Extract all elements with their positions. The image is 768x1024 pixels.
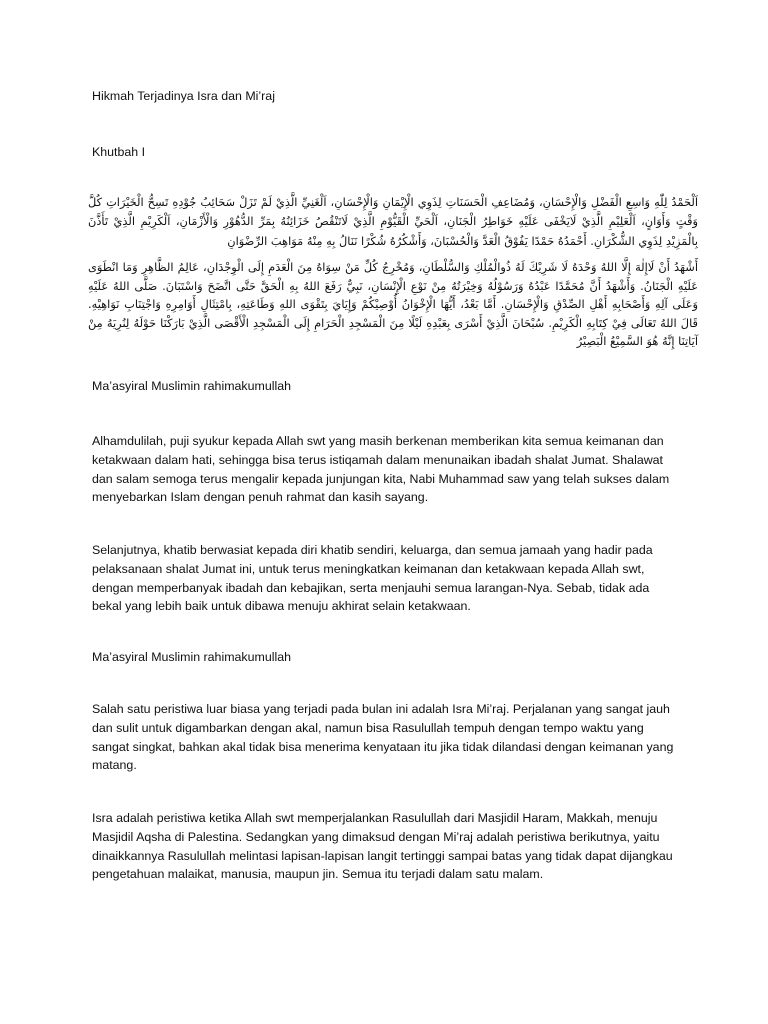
greeting-1: Ma’asyiral Muslimin rahimakumullah — [92, 379, 291, 393]
paragraph-2: Selanjutnya, khatib berwasiat kepada diri khatib sendiri, keluarga, dan semua jamaah yang hadir pada pelaksanaan shalat Jumat ini, untuk terus meningkatkan keimanan dan ketakwaan kepada Allah swt, dengan memperbanyak ibadah dan kebajikan, serta menjauhi semua larangan-Nya. Sebab, tidak ada bekal yang lebih baik untuk dibawa menuju akhirat selain ketakwaan. — [92, 543, 653, 614]
sermon-heading: Khutbah I — [92, 145, 146, 159]
arabic-testimony-and-verse: أَشْهَدُ أَنْ لَاإِلٰهَ إِلَّا اللهُ وَحْدَهُ لَا شَرِيْكَ لَهُ ذُوالْمُلْكِ وَالسُّلْطَانِ، وَمُخْرِجُ كُلِّ مَنْ سِوَاهُ مِنَ الْعَدَمِ إِلَى الْوِجْدَانِ، عَالِمُ الظَّاهِرِ وَمَا انْطَوَى عَلَيْهِ الْجَنَانُ. وَأَشْهَدُ أَنَّ مُحَمَّدًا عَبْدُهُ وَرَسُوْلُهُ وَخِيْرَتُهُ مِنْ نَوْعِ الْإِنْسَانِ، نَبِيٌّ رَفَعَ اللهُ بِهِ الْحَقَّ حَتَّى اتَّضَحَ وَاسْتَبَانَ. صَلَّى اللهُ عَلَيْهِ وَعَلَى آلِهِ وَأَصْحَابِهِ أَهْلِ الصِّدْقِ وَالْإِحْسَانِ. أَمَّا بَعْدُ، أَيُّهَا الْإِخْوَانُ أُوْصِيْكُمْ وَإِيَايَ بِتَقْوَى اللهِ وَطَاعَتِهِ، بِامْتِثَالِ أَوَامِرِهِ وَاجْتِنَابِ نَوَاهِيْهِ. قَالَ اللهُ تَعَالَى فِيْ كِتَابِهِ الْكَرِيْمِ. سُبْحَانَ الَّذِيْ أَسْرَى بِعَبْدِهِ لَيْلًا مِنَ الْمَسْجِدِ الْحَرَامِ إِلَى الْمَسْجِدِ الْأَقْصَى الَّذِيْ بَارَكْنَا حَوْلَهُ لِنُرِيَهُ مِنْ آيَاتِنَا إِنَّهُ هُوَ السَّمِيْعُ الْبَصِيْرُ — [88, 260, 698, 349]
greeting-2: Ma’asyiral Muslimin rahimakumullah — [92, 650, 291, 664]
paragraph-1: Alhamdulilah, puji syukur kepada Allah swt yang masih berkenan memberikan kita semua keimanan dan ketakwaan dalam hati, sehingga bisa terus istiqamah dalam menunaikan ibadah shalat Jumat. Shalawat dan salam semoga terus mengalir kepada junjungan kita, Nabi Muhammad saw yang telah sukses dalam menyebarkan Islam dengan penuh rahmat dan kasih sayang. — [92, 434, 670, 505]
document-title: Hikmah Terjadinya Isra dan Mi’raj — [92, 89, 275, 103]
paragraph-4: Isra adalah peristiwa ketika Allah swt memperjalankan Rasulullah dari Masjidil Haram, Makkah, menuju Masjidil Aqsha di Palestina. Sedangkan yang dimaksud dengan Mi’raj adalah peristiwa berikutnya, yaitu dinaikkannya Rasulullah melintasi lapisan-lapisan langit tertinggi sampai batas yang tidak dapat dijangkau pengetahuan malaikat, manusia, maupun jin. Semua itu terjadi dalam satu malam. — [92, 811, 673, 882]
paragraph-3: Salah satu peristiwa luar biasa yang terjadi pada bulan ini adalah Isra Mi’raj. Perjalanan yang sangat jauh dan sulit untuk digambarkan dengan akal, namun bisa Rasulullah tempuh dengan tempo waktu yang sangat singkat, bahkan akal tidak bisa menerima kenyataan itu jika tidak dilandasi dengan keimanan yang matang. — [92, 702, 674, 773]
arabic-opening-praise: اَلْحَمْدُ لِلّٰهِ وَاسِعِ الْفَضْلِ وَالْإِحْسَانِ، وَمُضَاعِفِ الْحَسَنَاتِ لِذَوِي الْإِيْمَانِ وَالْإِحْسَانِ، اَلْغَنِيِّ الَّذِيْ لَمْ تَزَلْ سَحَائِبُ جُوْدِهِ تَسِحُّ الْخَيْرَاتِ كُلَّ وَقْتٍ وَأَوَانٍ، اَلْعَلِيْمِ الَّذِيْ لَايَخْفَى عَلَيْهِ خَوَاطِرُ الْجَنَانِ، اَلْحَيِّ الْقَيُّوْمِ الَّذِيْ لَاتَنْقُصُ خَزَائِنُهُ بِمَرِّ الدُّهُوْرِ وَالْأَزْمَانِ، اَلْكَرِيْمِ الَّذِيْ تَأَذَّنَ بِالْمَزِيْدِ لِذَوِي الشُّكْرَانِ. أَحْمَدُهُ حَمْدًا يَفُوْقُ الْعَدَّ وَالْحُسْبَانَ، وَأَشْكُرُهُ شُكْرًا نَنَالُ بِهِ مِنْهُ مَوَاهِبَ الرِّضْوَانِ — [88, 195, 698, 248]
